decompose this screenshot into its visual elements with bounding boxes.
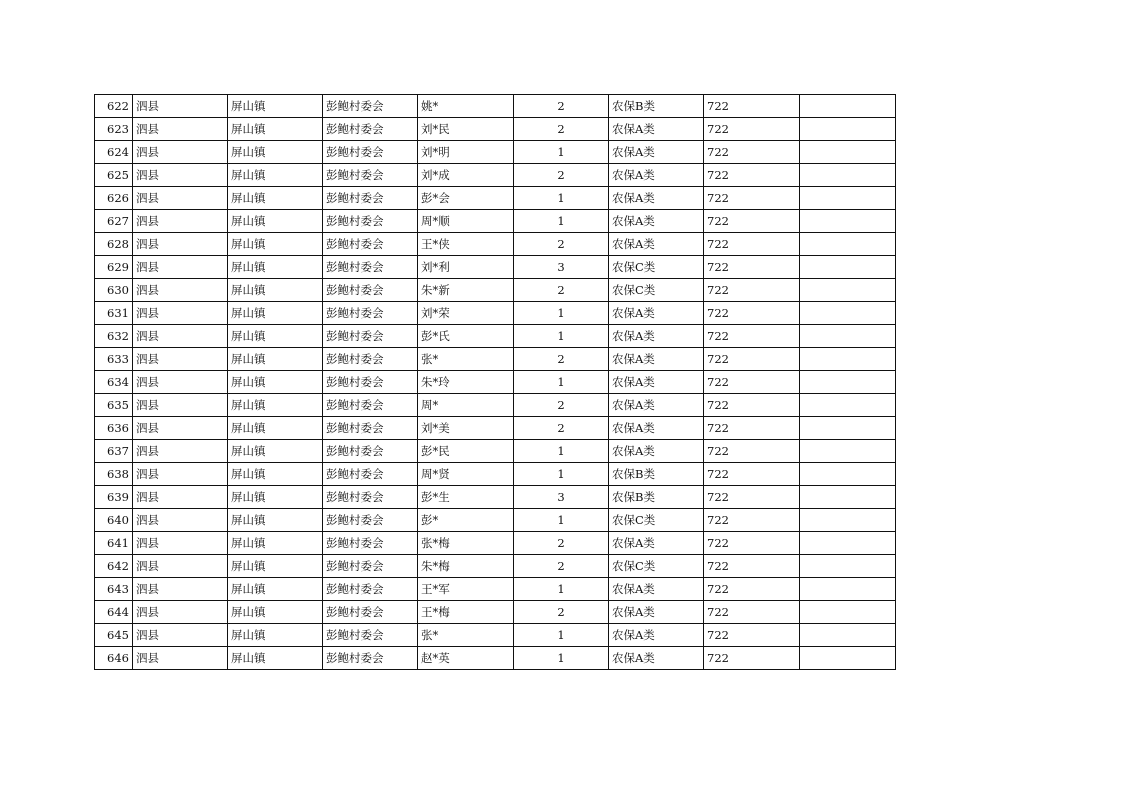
category-cell: 农保C类 (609, 509, 704, 532)
remark-cell (800, 210, 896, 233)
county-cell: 泗县 (133, 118, 228, 141)
village-committee-cell: 彭鲍村委会 (323, 187, 418, 210)
category-cell: 农保A类 (609, 394, 704, 417)
category-cell: 农保A类 (609, 348, 704, 371)
table-row (95, 647, 896, 670)
remark-cell (800, 647, 896, 670)
roster-table (94, 94, 896, 670)
county-cell: 泗县 (133, 601, 228, 624)
remark-cell (800, 279, 896, 302)
name-cell: 周*贤 (418, 463, 514, 486)
amount-cell: 722 (704, 256, 800, 279)
name-cell: 刘*利 (418, 256, 514, 279)
amount-cell: 722 (704, 532, 800, 555)
amount-cell: 722 (704, 394, 800, 417)
county-cell: 泗县 (133, 647, 228, 670)
town-cell: 屏山镇 (228, 371, 323, 394)
town-cell: 屏山镇 (228, 532, 323, 555)
amount-cell: 722 (704, 509, 800, 532)
remark-cell (800, 187, 896, 210)
county-cell: 泗县 (133, 256, 228, 279)
table-row (95, 187, 896, 210)
name-cell: 朱*玲 (418, 371, 514, 394)
row-number: 638 (95, 463, 133, 486)
table-row (95, 578, 896, 601)
town-cell: 屏山镇 (228, 256, 323, 279)
table-row (95, 164, 896, 187)
table-row (95, 486, 896, 509)
remark-cell (800, 394, 896, 417)
village-committee-cell: 彭鲍村委会 (323, 371, 418, 394)
remark-cell (800, 325, 896, 348)
village-committee-cell: 彭鲍村委会 (323, 601, 418, 624)
remark-cell (800, 509, 896, 532)
category-cell: 农保A类 (609, 371, 704, 394)
household-count-cell: 1 (514, 141, 609, 164)
amount-cell: 722 (704, 601, 800, 624)
county-cell: 泗县 (133, 371, 228, 394)
category-cell: 农保A类 (609, 210, 704, 233)
village-committee-cell: 彭鲍村委会 (323, 325, 418, 348)
amount-cell: 722 (704, 210, 800, 233)
household-count-cell: 1 (514, 187, 609, 210)
amount-cell: 722 (704, 325, 800, 348)
village-committee-cell: 彭鲍村委会 (323, 279, 418, 302)
row-number: 646 (95, 647, 133, 670)
name-cell: 周* (418, 394, 514, 417)
category-cell: 农保A类 (609, 302, 704, 325)
village-committee-cell: 彭鲍村委会 (323, 233, 418, 256)
village-committee-cell: 彭鲍村委会 (323, 532, 418, 555)
name-cell: 刘*美 (418, 417, 514, 440)
remark-cell (800, 555, 896, 578)
county-cell: 泗县 (133, 417, 228, 440)
row-number: 633 (95, 348, 133, 371)
category-cell: 农保C类 (609, 256, 704, 279)
table-row (95, 348, 896, 371)
county-cell: 泗县 (133, 187, 228, 210)
county-cell: 泗县 (133, 578, 228, 601)
household-count-cell: 2 (514, 394, 609, 417)
category-cell: 农保A类 (609, 532, 704, 555)
county-cell: 泗县 (133, 302, 228, 325)
household-count-cell: 1 (514, 210, 609, 233)
table-row (95, 463, 896, 486)
village-committee-cell: 彭鲍村委会 (323, 578, 418, 601)
village-committee-cell: 彭鲍村委会 (323, 118, 418, 141)
remark-cell (800, 624, 896, 647)
county-cell: 泗县 (133, 141, 228, 164)
table-row (95, 233, 896, 256)
row-number: 629 (95, 256, 133, 279)
table-row (95, 532, 896, 555)
amount-cell: 722 (704, 578, 800, 601)
name-cell: 朱*梅 (418, 555, 514, 578)
household-count-cell: 2 (514, 417, 609, 440)
household-count-cell: 2 (514, 164, 609, 187)
table-row (95, 210, 896, 233)
remark-cell (800, 578, 896, 601)
remark-cell (800, 463, 896, 486)
town-cell: 屏山镇 (228, 394, 323, 417)
table-row (95, 256, 896, 279)
amount-cell: 722 (704, 164, 800, 187)
county-cell: 泗县 (133, 624, 228, 647)
table-row (95, 95, 896, 118)
table-row (95, 555, 896, 578)
town-cell: 屏山镇 (228, 302, 323, 325)
remark-cell (800, 417, 896, 440)
household-count-cell: 1 (514, 509, 609, 532)
name-cell: 王*侠 (418, 233, 514, 256)
village-committee-cell: 彭鲍村委会 (323, 164, 418, 187)
amount-cell: 722 (704, 440, 800, 463)
amount-cell: 722 (704, 118, 800, 141)
household-count-cell: 2 (514, 118, 609, 141)
name-cell: 彭*会 (418, 187, 514, 210)
category-cell: 农保B类 (609, 95, 704, 118)
name-cell: 彭*生 (418, 486, 514, 509)
table-row (95, 417, 896, 440)
town-cell: 屏山镇 (228, 164, 323, 187)
row-number: 635 (95, 394, 133, 417)
amount-cell: 722 (704, 279, 800, 302)
county-cell: 泗县 (133, 210, 228, 233)
village-committee-cell: 彭鲍村委会 (323, 394, 418, 417)
row-number: 636 (95, 417, 133, 440)
amount-cell: 722 (704, 187, 800, 210)
village-committee-cell: 彭鲍村委会 (323, 256, 418, 279)
town-cell: 屏山镇 (228, 279, 323, 302)
table-row (95, 440, 896, 463)
category-cell: 农保A类 (609, 118, 704, 141)
household-count-cell: 2 (514, 279, 609, 302)
remark-cell (800, 302, 896, 325)
household-count-cell: 2 (514, 532, 609, 555)
county-cell: 泗县 (133, 325, 228, 348)
amount-cell: 722 (704, 233, 800, 256)
row-number: 623 (95, 118, 133, 141)
category-cell: 农保C类 (609, 279, 704, 302)
remark-cell (800, 95, 896, 118)
table-row (95, 118, 896, 141)
town-cell: 屏山镇 (228, 95, 323, 118)
remark-cell (800, 233, 896, 256)
name-cell: 刘*民 (418, 118, 514, 141)
remark-cell (800, 118, 896, 141)
amount-cell: 722 (704, 486, 800, 509)
town-cell: 屏山镇 (228, 187, 323, 210)
village-committee-cell: 彭鲍村委会 (323, 624, 418, 647)
county-cell: 泗县 (133, 486, 228, 509)
village-committee-cell: 彭鲍村委会 (323, 210, 418, 233)
table-row (95, 141, 896, 164)
row-number: 640 (95, 509, 133, 532)
category-cell: 农保A类 (609, 187, 704, 210)
county-cell: 泗县 (133, 555, 228, 578)
village-committee-cell: 彭鲍村委会 (323, 440, 418, 463)
category-cell: 农保A类 (609, 233, 704, 256)
town-cell: 屏山镇 (228, 417, 323, 440)
row-number: 645 (95, 624, 133, 647)
amount-cell: 722 (704, 417, 800, 440)
household-count-cell: 1 (514, 647, 609, 670)
table-row (95, 394, 896, 417)
amount-cell: 722 (704, 624, 800, 647)
amount-cell: 722 (704, 141, 800, 164)
household-count-cell: 2 (514, 95, 609, 118)
remark-cell (800, 256, 896, 279)
table-row (95, 601, 896, 624)
town-cell: 屏山镇 (228, 578, 323, 601)
household-count-cell: 1 (514, 463, 609, 486)
village-committee-cell: 彭鲍村委会 (323, 95, 418, 118)
name-cell: 周*顺 (418, 210, 514, 233)
amount-cell: 722 (704, 371, 800, 394)
remark-cell (800, 371, 896, 394)
county-cell: 泗县 (133, 164, 228, 187)
category-cell: 农保B类 (609, 463, 704, 486)
row-number: 639 (95, 486, 133, 509)
county-cell: 泗县 (133, 440, 228, 463)
town-cell: 屏山镇 (228, 601, 323, 624)
roster-sheet (94, 94, 895, 670)
amount-cell: 722 (704, 348, 800, 371)
row-number: 643 (95, 578, 133, 601)
remark-cell (800, 486, 896, 509)
category-cell: 农保A类 (609, 325, 704, 348)
name-cell: 王*军 (418, 578, 514, 601)
row-number: 622 (95, 95, 133, 118)
name-cell: 刘*成 (418, 164, 514, 187)
county-cell: 泗县 (133, 509, 228, 532)
category-cell: 农保A类 (609, 141, 704, 164)
remark-cell (800, 164, 896, 187)
county-cell: 泗县 (133, 463, 228, 486)
category-cell: 农保C类 (609, 555, 704, 578)
village-committee-cell: 彭鲍村委会 (323, 417, 418, 440)
category-cell: 农保A类 (609, 440, 704, 463)
row-number: 625 (95, 164, 133, 187)
row-number: 627 (95, 210, 133, 233)
town-cell: 屏山镇 (228, 463, 323, 486)
household-count-cell: 1 (514, 325, 609, 348)
row-number: 634 (95, 371, 133, 394)
town-cell: 屏山镇 (228, 647, 323, 670)
category-cell: 农保A类 (609, 578, 704, 601)
household-count-cell: 2 (514, 601, 609, 624)
row-number: 644 (95, 601, 133, 624)
household-count-cell: 2 (514, 233, 609, 256)
category-cell: 农保A类 (609, 601, 704, 624)
remark-cell (800, 601, 896, 624)
name-cell: 赵*英 (418, 647, 514, 670)
household-count-cell: 3 (514, 486, 609, 509)
household-count-cell: 1 (514, 624, 609, 647)
row-number: 626 (95, 187, 133, 210)
county-cell: 泗县 (133, 394, 228, 417)
table-row (95, 325, 896, 348)
amount-cell: 722 (704, 647, 800, 670)
village-committee-cell: 彭鲍村委会 (323, 555, 418, 578)
household-count-cell: 1 (514, 578, 609, 601)
name-cell: 彭*民 (418, 440, 514, 463)
table-row (95, 509, 896, 532)
row-number: 642 (95, 555, 133, 578)
name-cell: 张*梅 (418, 532, 514, 555)
county-cell: 泗县 (133, 348, 228, 371)
row-number: 641 (95, 532, 133, 555)
town-cell: 屏山镇 (228, 624, 323, 647)
amount-cell: 722 (704, 463, 800, 486)
county-cell: 泗县 (133, 532, 228, 555)
town-cell: 屏山镇 (228, 118, 323, 141)
household-count-cell: 2 (514, 555, 609, 578)
amount-cell: 722 (704, 555, 800, 578)
town-cell: 屏山镇 (228, 141, 323, 164)
village-committee-cell: 彭鲍村委会 (323, 348, 418, 371)
household-count-cell: 2 (514, 348, 609, 371)
county-cell: 泗县 (133, 95, 228, 118)
village-committee-cell: 彭鲍村委会 (323, 647, 418, 670)
name-cell: 刘*明 (418, 141, 514, 164)
table-row (95, 279, 896, 302)
category-cell: 农保A类 (609, 417, 704, 440)
village-committee-cell: 彭鲍村委会 (323, 302, 418, 325)
household-count-cell: 1 (514, 302, 609, 325)
town-cell: 屏山镇 (228, 325, 323, 348)
name-cell: 王*梅 (418, 601, 514, 624)
name-cell: 刘*荣 (418, 302, 514, 325)
name-cell: 张* (418, 348, 514, 371)
county-cell: 泗县 (133, 279, 228, 302)
category-cell: 农保A类 (609, 624, 704, 647)
village-committee-cell: 彭鲍村委会 (323, 463, 418, 486)
town-cell: 屏山镇 (228, 233, 323, 256)
row-number: 631 (95, 302, 133, 325)
village-committee-cell: 彭鲍村委会 (323, 509, 418, 532)
village-committee-cell: 彭鲍村委会 (323, 141, 418, 164)
roster-body (95, 95, 896, 670)
town-cell: 屏山镇 (228, 509, 323, 532)
remark-cell (800, 532, 896, 555)
household-count-cell: 1 (514, 440, 609, 463)
category-cell: 农保A类 (609, 647, 704, 670)
county-cell: 泗县 (133, 233, 228, 256)
town-cell: 屏山镇 (228, 210, 323, 233)
name-cell: 彭* (418, 509, 514, 532)
amount-cell: 722 (704, 302, 800, 325)
row-number: 637 (95, 440, 133, 463)
amount-cell: 722 (704, 95, 800, 118)
town-cell: 屏山镇 (228, 440, 323, 463)
village-committee-cell: 彭鲍村委会 (323, 486, 418, 509)
table-row (95, 371, 896, 394)
row-number: 624 (95, 141, 133, 164)
row-number: 632 (95, 325, 133, 348)
table-row (95, 624, 896, 647)
row-number: 630 (95, 279, 133, 302)
name-cell: 张* (418, 624, 514, 647)
town-cell: 屏山镇 (228, 348, 323, 371)
category-cell: 农保A类 (609, 164, 704, 187)
town-cell: 屏山镇 (228, 486, 323, 509)
household-count-cell: 3 (514, 256, 609, 279)
table-row (95, 302, 896, 325)
row-number: 628 (95, 233, 133, 256)
name-cell: 姚* (418, 95, 514, 118)
household-count-cell: 1 (514, 371, 609, 394)
remark-cell (800, 141, 896, 164)
remark-cell (800, 348, 896, 371)
name-cell: 彭*氏 (418, 325, 514, 348)
remark-cell (800, 440, 896, 463)
name-cell: 朱*新 (418, 279, 514, 302)
category-cell: 农保B类 (609, 486, 704, 509)
town-cell: 屏山镇 (228, 555, 323, 578)
